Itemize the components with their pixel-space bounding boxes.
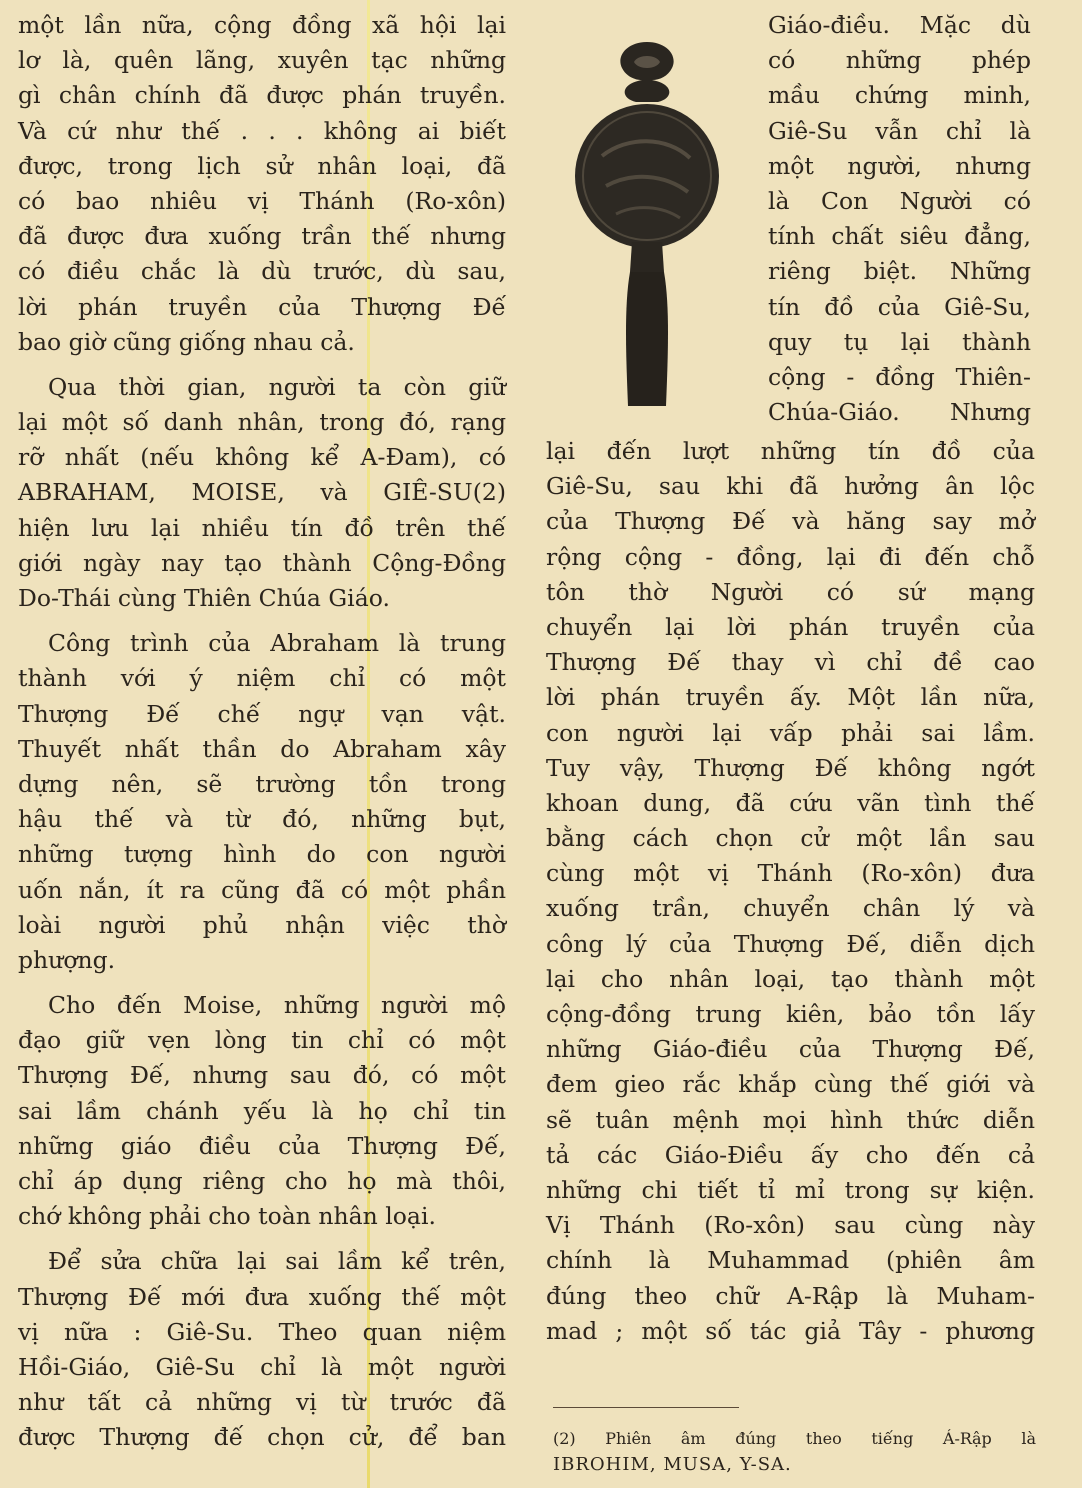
text-line: riêng biệt. Những <box>768 257 1031 286</box>
text-line: ABRAHAM, MOISE, và GIÊ-SU(2) <box>18 478 506 507</box>
text-line: cộng-đồng trung kiên, bảo tồn lấy <box>546 1000 1035 1028</box>
text-line: lời phán truyền của Thượng Đế <box>18 292 506 321</box>
text-line: đúng theo chữ A-Rập là Muham- <box>546 1281 1035 1310</box>
text-line: Vị Thánh (Ro-xôn) sau cùng này <box>546 1211 1035 1240</box>
text-line: Hồi-Giáo, Giê-Su chỉ là một người <box>18 1352 506 1381</box>
text-line: chớ không phải cho toàn nhân loại. <box>18 1202 436 1231</box>
text-line: quy tụ lại thành <box>768 327 1031 356</box>
text-line: có điều chắc là dù trước, dù sau, <box>18 257 506 286</box>
footnote-line: IBROHIM, MUSA, Y-SA. <box>553 1454 792 1475</box>
text-line: xuống trần, chuyển chân lý và <box>546 894 1035 923</box>
text-line: lại cho nhân loại, tạo thành một <box>546 964 1035 993</box>
text-line: Thượng Đế, nhưng sau đó, có một <box>18 1061 506 1090</box>
text-line: Để sửa chữa lại sai lầm kể trên, <box>48 1247 506 1276</box>
paragraph-gap <box>18 978 506 988</box>
text-line: chỉ áp dụng riêng cho họ mà thôi, <box>18 1167 506 1195</box>
text-line: dựng nên, sẽ trường tồn trong <box>18 769 506 798</box>
text-line: bao giờ cũng giống nhau cả. <box>18 327 355 356</box>
text-line: một người, nhưng <box>768 151 1031 180</box>
text-line: Giê-Su vẫn chỉ là <box>768 116 1031 145</box>
text-line: những giáo điều của Thượng Đế, <box>18 1131 506 1160</box>
text-line: mầu chứng minh, <box>768 81 1031 110</box>
text-line: Thuyết nhất thần do Abraham xây <box>18 734 506 763</box>
text-line: những tượng hình do con người <box>18 840 506 869</box>
text-line: vị nữa : Giê-Su. Theo quan niệm <box>18 1317 506 1346</box>
text-line: con người lại vấp phải sai lầm. <box>546 718 1035 747</box>
text-line: Qua thời gian, người ta còn giữ <box>48 372 506 401</box>
text-line: khoan dung, đã cứu vãn tình thế <box>546 788 1035 817</box>
left-column <box>18 8 506 1456</box>
text-line: lơ là, quên lãng, xuyên tạc những <box>18 46 506 75</box>
text-line: Và cứ như thế . . . không ai biết <box>18 116 506 145</box>
text-line: có những phép <box>768 46 1031 75</box>
text-line: lại một số danh nhân, trong đó, rạng <box>18 408 506 437</box>
text-line: Chúa-Giáo. Nhưng <box>768 398 1031 427</box>
text-line: mad ; một số tác giả Tây - phương <box>546 1316 1035 1345</box>
text-line: Thượng Đế thay vì chỉ đề cao <box>546 648 1035 677</box>
text-line: đã được đưa xuống trần thế nhưng <box>18 222 506 251</box>
text-line: gì chân chính đã được phán truyền. <box>18 81 506 110</box>
text-line: cùng một vị Thánh (Ro-xôn) đưa <box>546 859 1035 888</box>
text-line: Tuy vậy, Thượng Đế không ngớt <box>546 753 1035 782</box>
text-line: một lần nữa, cộng đồng xã hội lại <box>18 11 506 39</box>
text-line: tả các Giáo-Điều ấy cho đến cả <box>546 1140 1035 1169</box>
text-line: chính là Muhammad (phiên âm <box>546 1246 1035 1275</box>
text-line: như tất cả những vị từ trước đã <box>18 1388 506 1417</box>
text-line: tôn thờ Người có sứ mạng <box>546 577 1035 606</box>
text-line: rộng cộng - đồng, lại đi đến chỗ <box>546 542 1035 571</box>
text-line: sai lầm chánh yếu là họ chỉ tin <box>18 1096 506 1125</box>
paragraph-gap <box>18 616 506 626</box>
text-line: lại đến lượt những tín đồ của <box>546 437 1035 465</box>
text-line: những Giáo-điều của Thượng Đế, <box>546 1035 1035 1064</box>
text-line: được Thượng đế chọn cử, để ban <box>18 1423 506 1452</box>
footnote <box>553 1426 1036 1478</box>
text-line: sẽ tuân mệnh mọi hình thức diễn <box>546 1105 1035 1134</box>
text-line: giới ngày nay tạo thành Cộng-Đồng <box>18 548 506 577</box>
paragraph-gap <box>18 360 506 370</box>
text-line: uốn nắn, ít ra cũng đã có một phần <box>18 875 506 904</box>
text-line: là Con Người có <box>768 186 1031 215</box>
text-line: hậu thế và từ đó, những bụt, <box>18 805 506 834</box>
paragraph-gap <box>18 1234 506 1244</box>
text-line: những chi tiết tỉ mỉ trong sự kiện. <box>546 1175 1035 1204</box>
text-line: lời phán truyền ấy. Một lần nữa, <box>546 683 1035 712</box>
right-column-main <box>546 434 1035 1349</box>
text-line: tính chất siêu đẳng, <box>768 222 1031 251</box>
footnote-rule <box>553 1407 739 1408</box>
text-line: bằng cách chọn cử một lần sau <box>546 824 1035 853</box>
footnote-line: (2) Phiên âm đúng theo tiếng Á-Rập là <box>553 1429 1036 1448</box>
text-line: đạo giữ vẹn lòng tin chỉ có một <box>18 1026 506 1055</box>
text-line: hiện lưu lại nhiều tín đồ trên thế <box>18 513 506 542</box>
right-column-beside-image <box>768 8 1031 430</box>
text-line: Do-Thái cùng Thiên Chúa Giáo. <box>18 584 390 612</box>
text-line: của Thượng Đế và hăng say mở <box>546 507 1035 536</box>
text-line: Công trình của Abraham là trung <box>48 629 506 658</box>
text-line: Giáo-điều. Mặc dù <box>768 11 1031 39</box>
text-line: cộng - đồng Thiên- <box>768 362 1031 391</box>
text-line: loài người phủ nhận việc thờ <box>18 910 506 939</box>
ornament-medallion-icon <box>572 36 722 414</box>
text-line: được, trong lịch sử nhân loại, đã <box>18 151 506 180</box>
text-line: Thượng Đế mới đưa xuống thế một <box>18 1282 506 1311</box>
text-line: tín đồ của Giê-Su, <box>768 292 1031 321</box>
text-line: phượng. <box>18 945 116 974</box>
text-line: đem gieo rắc khắp cùng thế giới và <box>546 1070 1035 1099</box>
text-line: rỡ nhất (nếu không kể A-Đam), có <box>18 443 506 472</box>
text-line: Thượng Đế chế ngự vạn vật. <box>18 699 506 728</box>
text-line: Giê-Su, sau khi đã hưởng ân lộc <box>546 472 1035 501</box>
text-line: thành với ý niệm chỉ có một <box>18 664 506 693</box>
text-line: có bao nhiêu vị Thánh (Ro-xôn) <box>18 186 506 215</box>
text-line: công lý của Thượng Đế, diễn dịch <box>546 929 1035 958</box>
text-line: Cho đến Moise, những người mộ <box>48 991 506 1020</box>
text-line: chuyển lại lời phán truyền của <box>546 612 1035 641</box>
